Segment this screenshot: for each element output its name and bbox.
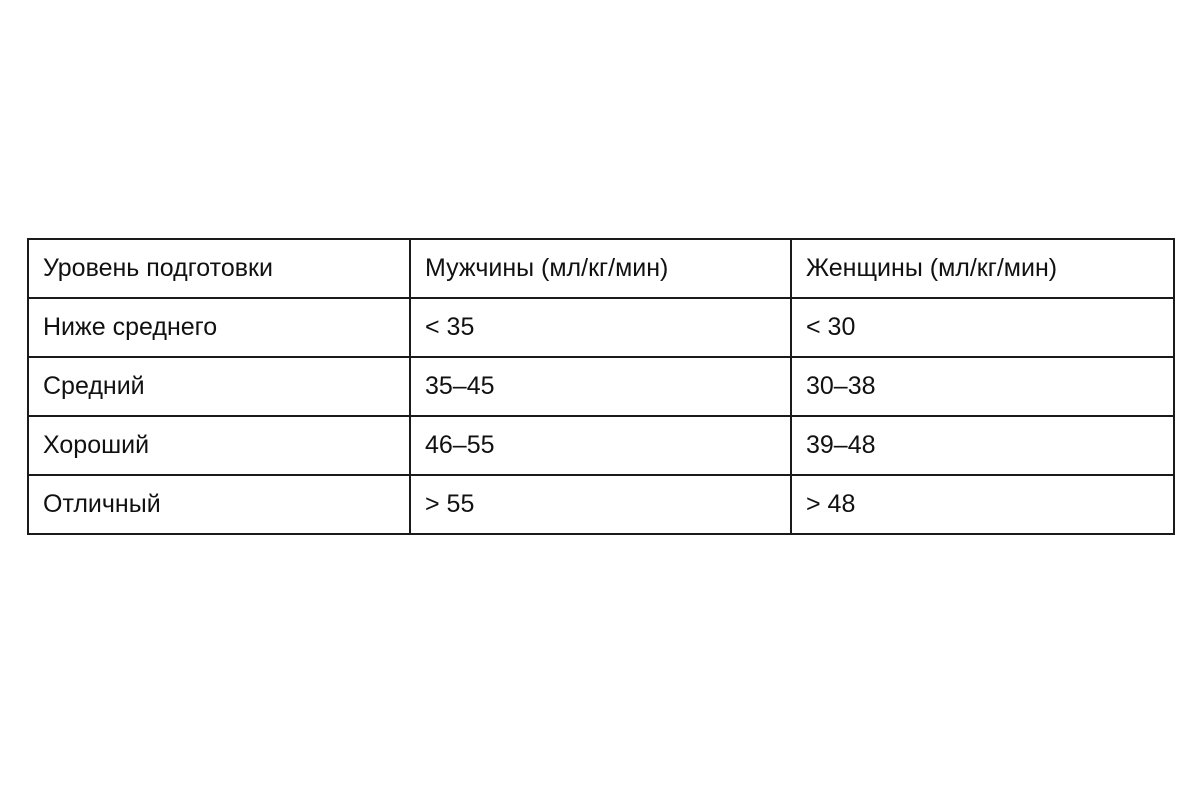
cell-men: < 35: [410, 298, 791, 357]
table-row: [28, 416, 1174, 475]
header-fitness-level: Уровень подготовки: [28, 239, 410, 298]
cell-level: Отличный: [28, 475, 410, 534]
table-row: [28, 475, 1174, 534]
vo2max-table-container: [27, 238, 1173, 535]
table-header-row: [28, 239, 1174, 298]
cell-women: > 48: [791, 475, 1174, 534]
cell-women: < 30: [791, 298, 1174, 357]
header-women: Женщины (мл/кг/мин): [791, 239, 1174, 298]
table-row: [28, 357, 1174, 416]
cell-women: 30–38: [791, 357, 1174, 416]
cell-men: > 55: [410, 475, 791, 534]
vo2max-table: [27, 238, 1175, 535]
cell-women: 39–48: [791, 416, 1174, 475]
header-men: Мужчины (мл/кг/мин): [410, 239, 791, 298]
cell-men: 46–55: [410, 416, 791, 475]
cell-men: 35–45: [410, 357, 791, 416]
cell-level: Средний: [28, 357, 410, 416]
table-row: [28, 298, 1174, 357]
cell-level: Хороший: [28, 416, 410, 475]
cell-level: Ниже среднего: [28, 298, 410, 357]
